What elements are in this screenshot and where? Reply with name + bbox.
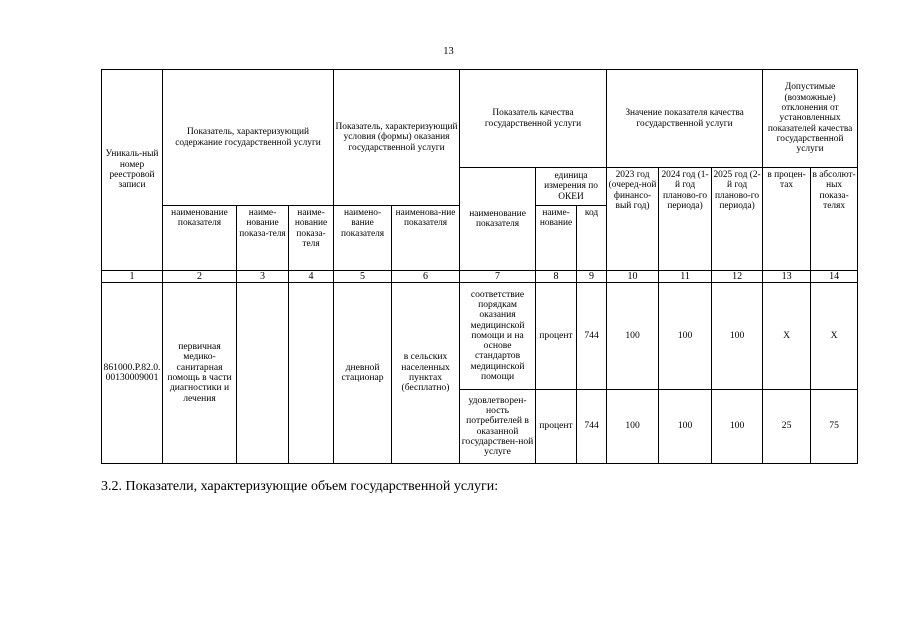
column-number: 5 bbox=[334, 271, 392, 283]
indicator-deviation-absolute: 75 bbox=[811, 390, 858, 464]
column-number: 13 bbox=[763, 271, 811, 283]
column-number: 6 bbox=[392, 271, 460, 283]
quality-indicators-table bbox=[101, 69, 858, 464]
column-number: 10 bbox=[607, 271, 659, 283]
content-value-1: первичная медико-санитарная помощь в части диагностики и лечения bbox=[163, 283, 237, 464]
header-unit-okei: единица измерения по ОКЕИ bbox=[536, 168, 607, 206]
indicator-deviation-percent: Х bbox=[763, 283, 811, 390]
header-unique-number: Уникаль-ный номер реестровой записи bbox=[102, 70, 163, 271]
header-condition-name-1: наимено-вание показателя bbox=[334, 206, 392, 271]
column-number: 11 bbox=[659, 271, 712, 283]
condition-value-2: в сельских населенных пунктах (бесплатно) bbox=[392, 283, 460, 464]
header-content-name-2: наиме-нование показа-теля bbox=[237, 206, 289, 271]
indicator-code: 744 bbox=[577, 390, 607, 464]
page-number: 13 bbox=[443, 46, 454, 57]
indicator-unit: процент bbox=[536, 390, 577, 464]
column-number: 8 bbox=[536, 271, 577, 283]
column-number: 7 bbox=[460, 271, 536, 283]
condition-value-1: дневной стационар bbox=[334, 283, 392, 464]
indicator-unit: процент bbox=[536, 283, 577, 390]
column-number: 1 bbox=[102, 271, 163, 283]
header-allowed-deviation: Допустимые (возможные) отклонения от установленных показателей качества государственной услуги bbox=[763, 70, 858, 168]
column-number: 4 bbox=[289, 271, 334, 283]
header-content-name-3: наиме-нование показа-теля bbox=[289, 206, 334, 271]
indicator-deviation-percent: 25 bbox=[763, 390, 811, 464]
header-content-name-1: наименование показателя bbox=[163, 206, 237, 271]
column-number: 9 bbox=[577, 271, 607, 283]
column-number: 12 bbox=[712, 271, 763, 283]
indicator-code: 744 bbox=[577, 283, 607, 390]
indicator-value-2024: 100 bbox=[659, 390, 712, 464]
indicator-value-2023: 100 bbox=[607, 390, 659, 464]
table-row bbox=[102, 283, 858, 390]
header-quality-name: наименование показателя bbox=[460, 168, 536, 271]
indicator-value-2024: 100 bbox=[659, 283, 712, 390]
header-quality-value: Значение показателя качества государственной услуги bbox=[607, 70, 763, 168]
header-year-2024: 2024 год (1-й год планово-го периода) bbox=[659, 168, 712, 271]
header-deviation-percent: в процен-тах bbox=[763, 168, 811, 271]
header-year-2025: 2025 год (2-й год планово-го периода) bbox=[712, 168, 763, 271]
column-number: 2 bbox=[163, 271, 237, 283]
header-unit-name: наиме-нование bbox=[536, 206, 577, 271]
indicator-value-2025: 100 bbox=[712, 390, 763, 464]
header-year-2023: 2023 год (очеред-ной финансо-вый год) bbox=[607, 168, 659, 271]
column-number: 14 bbox=[811, 271, 858, 283]
content-value-2 bbox=[237, 283, 289, 464]
content-value-3 bbox=[289, 283, 334, 464]
header-conditions-indicator: Показатель, характеризующий условия (формы) оказания государственной услуги bbox=[334, 70, 460, 206]
indicator-deviation-absolute: Х bbox=[811, 283, 858, 390]
header-unit-code: код bbox=[577, 206, 607, 271]
registry-number: 861000.Р.82.0.00130009001 bbox=[102, 283, 163, 464]
column-number: 3 bbox=[237, 271, 289, 283]
indicator-value-2023: 100 bbox=[607, 283, 659, 390]
header-quality-indicator: Показатель качества государственной услуги bbox=[460, 70, 607, 168]
indicator-name: соответствие порядкам оказания медицинской помощи и на основе стандартов медицинской помощи bbox=[460, 283, 536, 390]
header-deviation-absolute: в абсолют-ных показа-телях bbox=[811, 168, 858, 271]
header-content-indicator: Показатель, характеризующий содержание государственной услуги bbox=[163, 70, 334, 206]
indicator-value-2025: 100 bbox=[712, 283, 763, 390]
section-title: 3.2. Показатели, характеризующие объем государственной услуги: bbox=[101, 479, 499, 494]
header-condition-name-2: наименова-ние показателя bbox=[392, 206, 460, 271]
indicator-name: удовлетворен-ность потребителей в оказанной государствен-ной услуге bbox=[460, 390, 536, 464]
